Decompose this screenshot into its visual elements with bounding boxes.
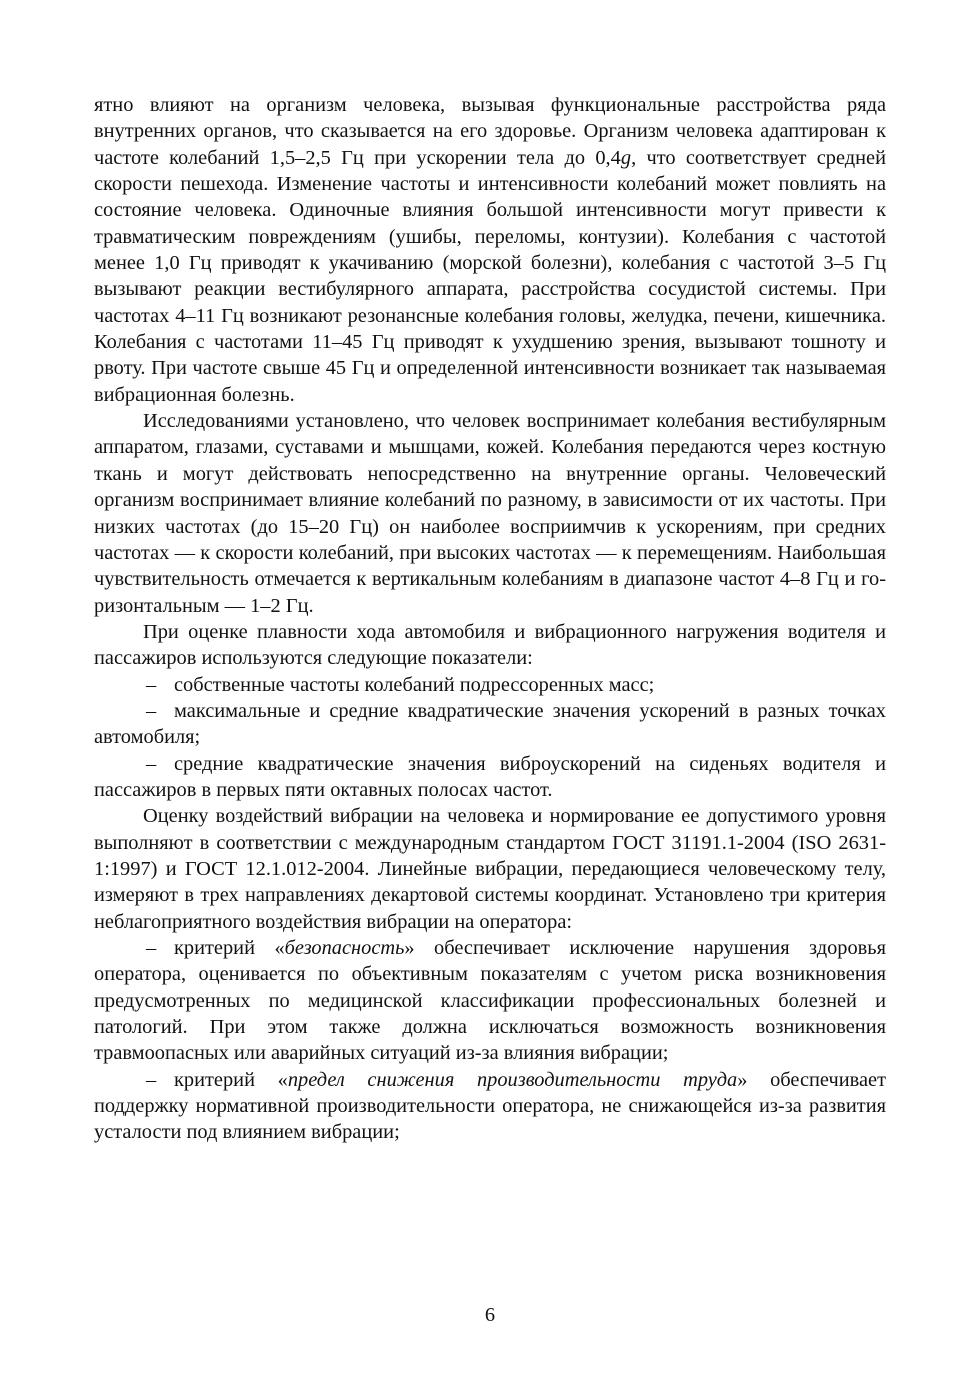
- paragraph-2: Исследованиями установлено, что человек воспринимает колебания вестибулярным аппаратом, глазами, суставами и мышцами, кожей. Колебания передаются через костную ткань и могут действовать непосредственно на внутренние органы. Человеческий организм воспринимает влияние колебаний по разному, в зависимости от их частоты. При низких частотах (до 15–20 Гц) он наиболее восприимчив к ускорениям, при средних частотах — к скорости колебаний, при высоких частотах — к перемещениям. Наибольшая чувствительность отмечается к вертикальным колебаниям в диапазоне частот 4–8 Гц и горизонтальным — 1–2 Гц.: [94, 410, 886, 617]
- criterion-item: – критерий «предел снижения производительности труда» обеспечивает поддержку нормативной производительности оператора, не снижающейся из-за развития усталости под влиянием вибрации;: [94, 1068, 886, 1144]
- list-dash: –: [146, 673, 157, 696]
- document-body: [94, 92, 886, 1146]
- list-item: – средние квадратические значения виброускорений на сиденьях водителя и пассажиров в первых пяти октавных полосах частот.: [94, 752, 886, 801]
- gravity-symbol: g: [620, 146, 632, 169]
- list-dash: –: [146, 699, 157, 722]
- list-dash: –: [146, 1068, 157, 1091]
- criterion-item: – критерий «безопасность» обеспечивает исключение нарушения здоровья оператора, оценивается по объективным показателям с учетом риска возникновения предусмотренных по медицинской классификации профессиональных болезней и патологий. При этом также должна исключаться возможность возникновения травмоопасных или аварийных ситуаций из-за влияния вибрации;: [94, 937, 886, 1065]
- list-item: – максимальные и средние квадратические значения ускорений в разных точках автомобиля;: [94, 699, 886, 749]
- criterion-name: предел снижения производительности труда: [287, 1068, 738, 1091]
- paragraph-4: Оценку воздействий вибрации на человека и нормирование ее допустимого уровня выполняют в соответствии с международным стандартом ГОСТ 31191.1-2004 (ISO 2631-1:1997) и ГОСТ 12.1.012-2004. Линейные вибрации, передающиеся человеческому телу, измеряют в трех направлениях декартовой системы координат. Установлено три критерия неблагоприятного воздействия вибрации на оператора:: [94, 805, 886, 933]
- paragraph-1: ятно влияют на организм человека, вызывая функциональные расстройства ряда внутренних органов, что сказывается на его здоровье. Организм человека адаптирован к частоте колебаний 1,5–2,5 Гц при ускорении тела до 0,4g, что соответствует средней скорости пешехода. Изменение частоты и интенсивности колебаний может повлиять на состояние человека. Одиночные влияния большой интенсивности могут привести к травматическим повреждениям (ушибы, переломы, контузии). Колебания с частотой менее 1,0 Гц приводят к укачиванию (морской болезни), колебания с частотой 3–5 Гц вызывают реакции вестибулярного аппарата, расстройства сосудистой системы. При частотах 4–11 Гц возникают резонансные колебания головы, желудка, печени, кишечника. Колебания с частотами 11–45 Гц приводят к ухудшению зрения, вызывают тошноту и рвоту. При частоте свыше 45 Гц и определенной интенсивности возникает так называемая вибрационная болезнь.: [94, 94, 886, 406]
- criterion-name: безопасность: [284, 937, 405, 959]
- list-item: – собственные частоты колебаний подрессоренных масс;: [94, 672, 886, 698]
- list-dash: –: [146, 752, 157, 775]
- page-number: 6: [484, 1304, 496, 1326]
- paragraph-3: При оценке плавности хода автомобиля и вибрационного нагружения водителя и пассажиров используются следующие показатели:: [94, 620, 886, 670]
- list-dash: –: [146, 937, 157, 959]
